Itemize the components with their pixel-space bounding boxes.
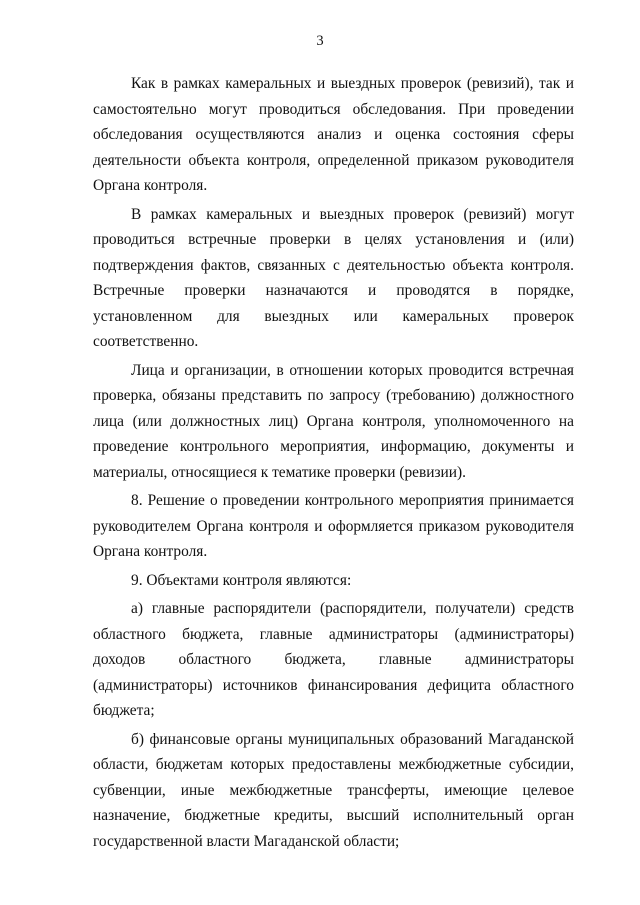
paragraph-counter-checks: В рамках камеральных и выездных проверок (ревизий) могут проводиться встречные проверки в целях установления и (или) подтверждения фактов, связанных с деятельностью объекта контроля. Встречные проверки назначаются и проводятся в порядке, установленном для выездных или камеральных проверок соответственно. (93, 205, 574, 350)
paragraph-inspections-intro: Как в рамках камеральных и выездных проверок (ревизий), так и самостоятельно могут проводиться обследования. При проведении обследования осуществляются анализ и оценка состояния сферы деятельности объекта контроля, определенной приказом руководителя Органа контроля. (93, 75, 574, 194)
paragraph-item-9b: б) финансовые органы муниципальных образований Магаданской области, бюджетам которых предоставлены межбюджетные субсидии, субвенции, иные межбюджетные трансферты, имеющие целевое назначение, бюджетные кредиты, высший исполнительный орган государственной власти Магаданской области; (93, 730, 574, 850)
paragraph-item-9a: а) главные распорядители (распорядители, получатели) средств областного бюджета, главные администраторы (администраторы) доходов областного бюджета, главные администраторы (администраторы) источников финансирования дефицита областного бюджета; (93, 600, 574, 719)
page-number: 3 (316, 33, 324, 49)
paragraph-obligations: Лица и организации, в отношении которых проводится встречная проверка, обязаны представить по запросу (требованию) должностного лица (или должностных лиц) Органа контроля, уполномоченного на проведение контрольного мероприятия, информацию, документы и материалы, относящиеся к тематике проверки (ревизии). (93, 361, 574, 481)
paragraph-item-8: 8. Решение о проведении контрольного мероприятия принимается руководителем Органа контроля и оформляется приказом руководителя Органа контроля. (93, 492, 574, 560)
paragraph-item-9: 9. Объектами контроля являются: (131, 571, 352, 589)
document-body (93, 71, 574, 857)
